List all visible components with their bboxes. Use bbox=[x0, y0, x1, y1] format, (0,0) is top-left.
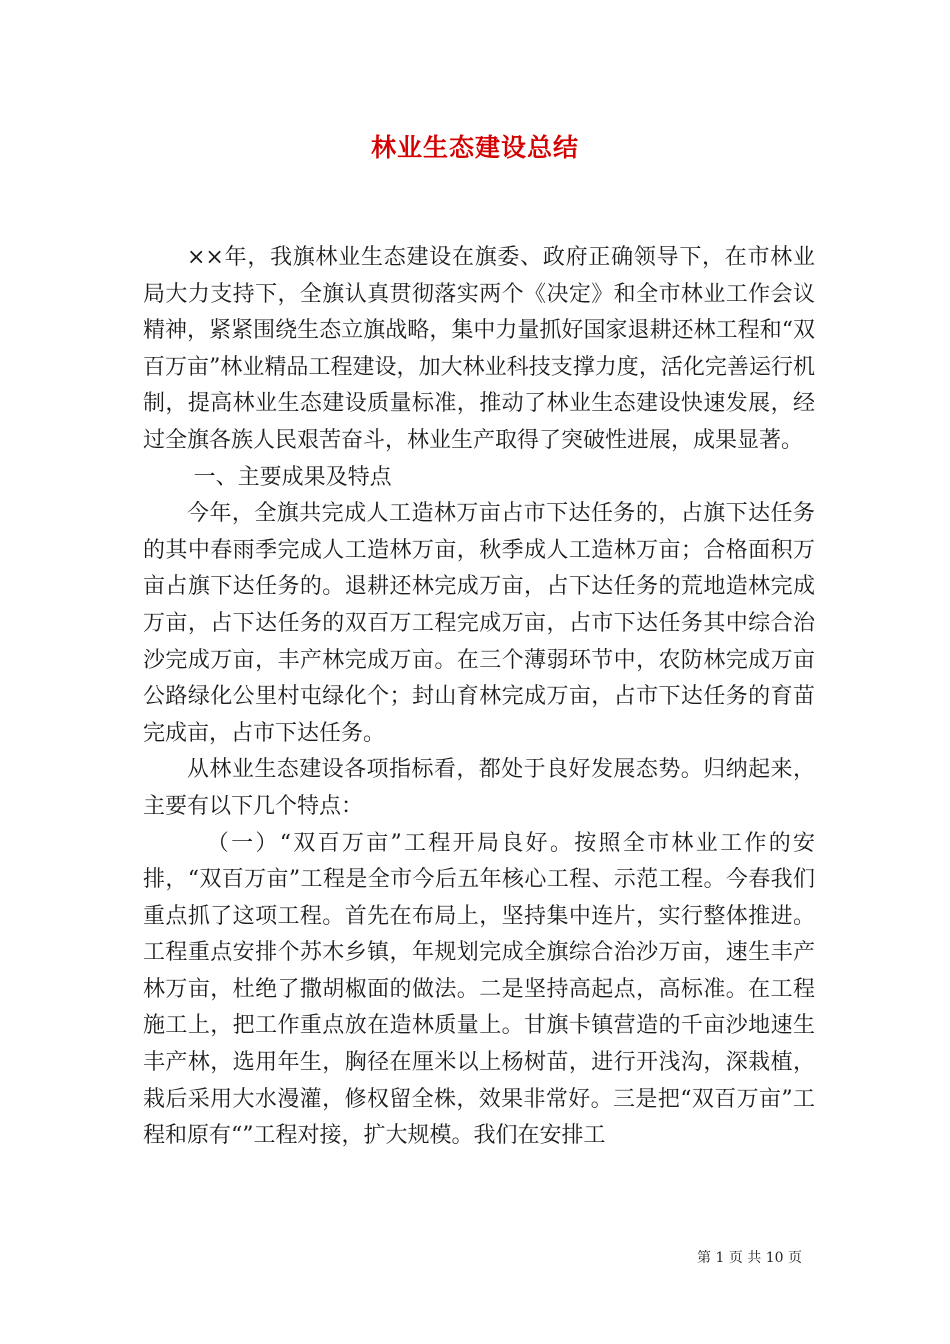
section-heading: 一、主要成果及特点 bbox=[193, 464, 392, 490]
page-number-footer: 第 1 页 共 10 页 bbox=[697, 1250, 802, 1266]
results-paragraph: 今年，全旗共完成人工造林万亩占市下达任务的，占旗下达任务的其中春雨季完成人工造林万亩，秋季成人工造林万亩；合格面积万亩占旗下达任务的。退耕还林完成万亩，占下达任务的荒地造林完成万亩，占下达任务的双百万工程完成万亩，占市下达任务其中综合治沙完成万亩，丰产林完成万亩。在三个薄弱环节中，农防林完成万亩公路绿化公里村屯绿化个；封山育林完成万亩，占市下达任务的育苗完成亩，占市下达任务。 bbox=[143, 501, 815, 746]
intro-paragraph: ××年，我旗林业生态建设在旗委、政府正确领导下，在市林业局大力支持下，全旗认真贯彻落实两个《决定》和全市林业工作会议精神，紧紧围绕生态立旗战略，集中力量抓好国家退耕还林工程和“双百万亩”林业精品工程建设，加大林业科技支撑力度，活化完善运行机制，提高林业生态建设质量标准，推动了林业生态建设快速发展，经过全旗各族人民艰苦奋斗，林业生产取得了突破性进展，成果显著。 bbox=[143, 245, 815, 453]
summary-paragraph: 从林业生态建设各项指标看，都处于良好发展态势。归纳起来，主要有以下几个特点： bbox=[143, 757, 815, 819]
feature-one-paragraph: （一）“双百万亩”工程开局良好。按照全市林业工作的安排，“双百万亩”工程是全市今后五年核心工程、示范工程。今春我们重点抓了这项工程。首先在布局上，坚持集中连片，实行整体推进。工程重点安排个苏木乡镇，年规划完成全旗综合治沙万亩，速生丰产林万亩，杜绝了撒胡椒面的做法。二是坚持高起点，高标准。在工程施工上，把工作重点放在造林质量上。甘旗卡镇营造的千亩沙地速生丰产林，选用年生，胸径在厘米以上杨树苗，进行开浅沟，深栽植，栽后采用大水漫灌，修权留全株，效果非常好。三是把“双百万亩”工程和原有“”工程对接，扩大规模。我们在安排工 bbox=[143, 830, 815, 1149]
document-title: 林业生态建设总结 bbox=[370, 133, 579, 162]
document-body bbox=[143, 240, 815, 1155]
